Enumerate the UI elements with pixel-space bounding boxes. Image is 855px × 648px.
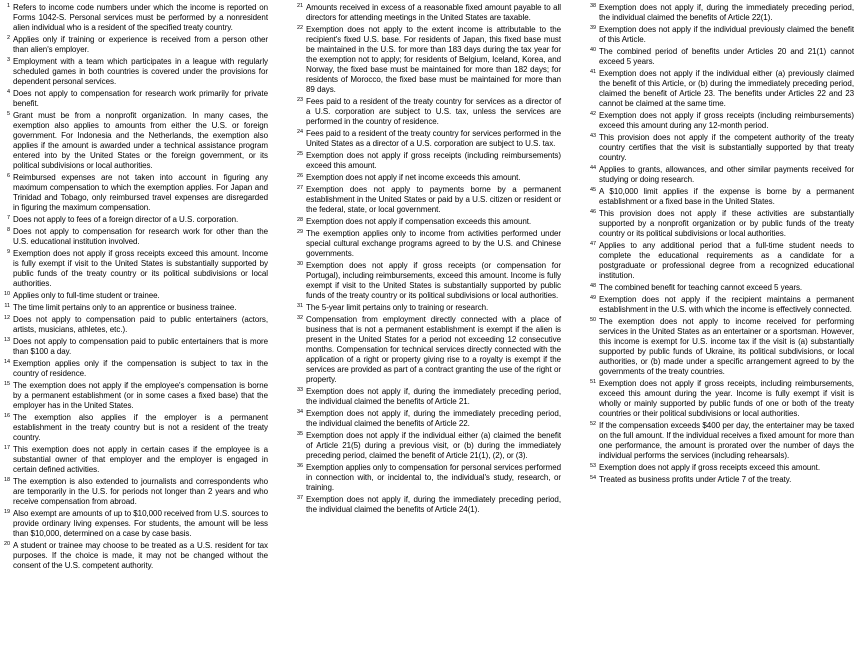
footnote-number: 7 [6,215,10,221]
footnote-item-24 [295,129,561,149]
footnote-number: 46 [589,209,596,215]
footnote-number: 39 [589,25,596,31]
footnote-item-54 [588,475,854,485]
footnote-number: 48 [589,283,596,289]
footnote-number: 36 [296,463,303,469]
footnote-item-22 [295,25,561,95]
footnote-item-32 [295,315,561,385]
footnote-text: A student or trainee may choose to be treated as a U.S. resident for tax purposes. If the choice is made, it may not be changed without the consent of the U.S. competent authority. [13,541,268,570]
footnote-item-40 [588,47,854,67]
footnote-text: Employment with a team which participates in a league with regularly scheduled games in both countries is covered under the provisions for dependent personal services. [13,57,268,86]
footnote-number: 53 [589,463,596,469]
footnote-item-46 [588,209,854,239]
footnote-item-47 [588,241,854,281]
footnote-item-31 [295,303,561,313]
footnote-number: 14 [3,359,10,365]
footnote-text: Exemption applies only if the compensation is subject to tax in the country of residence. [13,359,268,378]
footnote-item-37 [295,495,561,515]
footnote-text: The combined period of benefits under Articles 20 and 21(1) cannot exceed 5 years. [599,47,854,66]
footnote-item-30 [295,261,561,301]
footnote-item-25 [295,151,561,171]
footnote-item-17 [2,445,268,475]
footnote-text: Exemption does not apply if gross receipts (including reimbursements) exceed this amount during any 12-month period. [599,111,854,130]
footnote-number: 22 [296,25,303,31]
footnote-text: Exemption does not apply if, during the immediately preceding period, the individual claimed the benefits of Article 24(1). [306,495,561,514]
footnote-number: 10 [3,291,10,297]
footnote-number: 49 [589,295,596,301]
footnote-item-50 [588,317,854,377]
footnote-number: 37 [296,495,303,501]
footnote-number: 9 [6,249,10,255]
footnote-text: Exemption does not apply if, during the immediately preceding period, the individual claimed the benefits of Article 21. [306,387,561,406]
footnote-text: This provision does not apply if these activities are substantially supported by a nonprofit organization or by public funds of the treaty country or its political subdivisions or local authorities. [599,209,854,238]
footnote-item-33 [295,387,561,407]
footnote-item-16 [2,413,268,443]
footnote-item-39 [588,25,854,45]
footnote-item-51 [588,379,854,419]
footnote-number: 18 [3,477,10,483]
footnote-item-4 [2,89,268,109]
footnote-text: Exemption does not apply if the recipient maintains a permanent establishment in the U.S. with which the income is effectively connected. [599,295,854,314]
footnote-text: Applies to any additional period that a full-time student needs to complete the educational requirements as a candidate for a postgraduate or professional degree from a recognized educational institution. [599,241,854,280]
footnote-number: 54 [589,475,596,481]
footnote-item-21 [295,3,561,23]
footnote-number: 31 [296,303,303,309]
footnote-text: Fees paid to a resident of the treaty country for services as a director of a U.S. corporation are subject to U.S. tax, unless the services are performed in the country of residence. [306,97,561,126]
footnote-text: Exemption does not apply if the individual either (a) previously claimed the benefit of this Article, or (b) during the immediately preceding period, claimed the benefit of Article 23. The benefits under Articles 22 and 23 cannot be claimed at the same time. [599,69,854,108]
footnote-number: 24 [296,129,303,135]
footnote-text: The 5-year limit pertains only to training or research. [306,303,489,312]
footnote-column-2 [295,3,561,648]
footnote-text: Does not apply to compensation for research work primarily for private benefit. [13,89,268,108]
footnote-text: Grant must be from a nonprofit organization. In many cases, the exemption also applies to amounts from either the U.S. or foreign government. For Indonesia and the Netherlands, the exemption also applies if the amount is awarded under a technical assistance program entered into by the United States or the foreign government, or its political subdivisions or local authorities. [13,111,268,170]
footnote-text: Treated as business profits under Article 7 of the treaty. [599,475,792,484]
footnote-text: Does not apply to compensation paid to public entertainers (actors, artists, musicians, athletes, etc.). [13,315,268,334]
footnote-text: The time limit pertains only to an apprentice or business trainee. [13,303,237,312]
footnote-item-28 [295,217,561,227]
footnote-text: The combined benefit for teaching cannot exceed 5 years. [599,283,803,292]
footnote-text: Applies only if training or experience is received from a person other than alien's employer. [13,35,268,54]
footnote-text: The exemption does not apply if the employee's compensation is borne by a permanent establishment (or in some cases a fixed base) that the employer has in the United States. [13,381,268,410]
footnote-text: Exemption does not apply if, during the immediately preceding period, the individual claimed the benefits of Article 22. [306,409,561,428]
footnote-text: Exemption does not apply if net income exceeds this amount. [306,173,521,182]
footnote-item-5 [2,111,268,171]
footnote-item-27 [295,185,561,215]
footnote-number: 6 [6,173,10,179]
footnote-number: 21 [296,3,303,9]
footnote-item-49 [588,295,854,315]
footnote-item-13 [2,337,268,357]
footnote-number: 26 [296,173,303,179]
footnote-number: 1 [6,3,10,9]
footnote-text: Does not apply to compensation for research work for other than the U.S. educational institution involved. [13,227,268,246]
footnote-item-14 [2,359,268,379]
footnote-text: Exemption does not apply if the individual previously claimed the benefit of this Article. [599,25,854,44]
footnote-text: Reimbursed expenses are not taken into account in figuring any maximum compensation to which the exemption applies. For Japan and Trinidad and Tobago, only reimbursed travel expenses are disregarded in figuring the maximum compensation. [13,173,268,212]
footnote-text: Exemption does not apply if, during the immediately preceding period, the individual claimed the benefits of Article 22(1). [599,3,854,22]
footnote-text: A $10,000 limit applies if the expense is borne by a permanent establishment or a fixed base in the United States. [599,187,854,206]
footnote-number: 12 [3,315,10,321]
footnote-item-2 [2,35,268,55]
footnote-text: The exemption applies only to income from activities performed under special cultural exchange programs agreed to by the U.S. and Chinese governments. [306,229,561,258]
footnote-number: 11 [4,303,10,309]
footnote-number: 30 [296,261,303,267]
footnote-number: 15 [3,381,10,387]
footnote-text: Exemption does not apply to payments borne by a permanent establishment in the United States or paid by a U.S. citizen or resident or the federal, state, or local government. [306,185,561,214]
footnote-text: The exemption is also extended to journalists and correspondents who are temporarily in the U.S. for periods not longer than 2 years and who receive compensation from abroad. [13,477,268,506]
footnote-number: 47 [589,241,596,247]
footnote-item-48 [588,283,854,293]
footnote-number: 38 [589,3,596,9]
footnote-number: 33 [296,387,303,393]
footnote-item-10 [2,291,268,301]
footnote-item-29 [295,229,561,259]
footnote-text: This exemption does not apply in certain cases if the employee is a substantial owner of that employer and the employer is engaged in certain defined activities. [13,445,268,474]
footnote-item-42 [588,111,854,131]
footnote-number: 42 [589,111,596,117]
footnote-text: Refers to income code numbers under which the income is reported on Forms 1042-S. Personal services must be performed by a nonresident alien individual who is a resident of the specified treaty country. [13,3,268,32]
footnote-item-43 [588,133,854,163]
footnote-text: Amounts received in excess of a reasonable fixed amount payable to all directors for attending meetings in the United States are taxable. [306,3,561,22]
footnote-number: 50 [589,317,596,323]
footnote-text: Exemption does not apply if gross receipts, including reimbursements, exceed this amount during the year. Income is fully exempt if visit is wholly or mainly supported by public funds of one or both of the treaty countries or their political subdivisions or local authorities. [599,379,854,418]
footnote-number: 19 [3,509,10,515]
footnote-number: 20 [3,541,10,547]
footnote-number: 40 [589,47,596,53]
footnote-number: 16 [3,413,10,419]
footnote-number: 34 [296,409,303,415]
footnote-item-9 [2,249,268,289]
footnote-item-53 [588,463,854,473]
footnote-item-11 [2,303,268,313]
footnote-text: Also exempt are amounts of up to $10,000 received from U.S. sources to provide ordinary living expenses. For students, the amount will be less than $10,000, determined on a case by case basis. [13,509,268,538]
footnote-item-36 [295,463,561,493]
footnote-item-19 [2,509,268,539]
footnote-number: 5 [6,111,10,117]
footnote-item-45 [588,187,854,207]
footnote-number: 25 [296,151,303,157]
footnote-item-6 [2,173,268,213]
footnote-number: 41 [589,69,596,75]
footnote-text: Applies to grants, allowances, and other similar payments received for studying or doing research. [599,165,854,184]
footnote-item-38 [588,3,854,23]
footnote-text: Exemption does not apply if gross receipts exceed this amount. [599,463,821,472]
footnote-number: 3 [6,57,10,63]
footnote-number: 8 [6,227,10,233]
footnote-text: Exemption does not apply if gross receipts exceed this amount. Income is fully exempt if visit to the United States is substantially supported by public funds of the treaty country or its political subdivisions or local authorities. [13,249,268,288]
footnote-item-41 [588,69,854,109]
footnote-number: 44 [589,165,596,171]
footnote-item-44 [588,165,854,185]
footnote-text: Compensation from employment directly connected with a place of business that is not a permanent establishment is exempt if the alien is present in the United States for a period not exceeding 12 consecutive months. Compensation for technical services directly connected with the application of a right or property giving rise to a royalty is exempt if the services are provided as part of a contract granting the use of the right or property. [306,315,561,384]
footnote-item-34 [295,409,561,429]
footnote-text: This provision does not apply if the competent authority of the treaty country certifies that the visit is substantially supported by that treaty country. [599,133,854,162]
footnote-number: 23 [296,97,303,103]
footnote-text: The exemption also applies if the employer is a permanent establishment in the treaty country but is not a resident of the treaty country. [13,413,268,442]
footnote-text: If the compensation exceeds $400 per day, the entertainer may be taxed on the full amount. If the individual receives a fixed amount for more than one performance, the amount is prorated over the number of days the individual performs the services (including rehearsals). [599,421,854,460]
footnote-number: 35 [296,431,303,437]
footnote-number: 29 [296,229,303,235]
footnote-column-3 [588,3,854,648]
footnote-item-3 [2,57,268,87]
footnote-text: The exemption does not apply to income received for performing services in the United States as an entertainer or a sportsman. However, this income is exempt for U.S. income tax if the visit is (a) substantially supported by public funds of Ukraine, its political subdivisions, or local authorities, or (b) made under a specific arrangement agreed to by the governments of the treaty countries. [599,317,854,376]
footnote-item-8 [2,227,268,247]
footnote-text: Exemption applies only to compensation for personal services performed in connection with, or incidental to, the individual's study, research, or training. [306,463,561,492]
footnote-number: 27 [296,185,303,191]
footnote-item-20 [2,541,268,571]
footnote-item-23 [295,97,561,127]
footnote-item-12 [2,315,268,335]
footnote-text: Exemption does not apply if the individual either (a) claimed the benefit of Article 21(5) during a previous visit, or (b) during the immediately preceding period, claimed the benefit of Article 21(1), (2), or (3). [306,431,561,460]
footnote-number: 45 [589,187,596,193]
footnote-text: Applies only to full-time student or trainee. [13,291,160,300]
footnote-text: Fees paid to a resident of the treaty country for services performed in the United States as a director of a U.S. corporation are subject to U.S. tax. [306,129,561,148]
footnote-number: 4 [6,89,10,95]
footnote-item-1 [2,3,268,33]
footnote-text: Does not apply to compensation paid to public entertainers that is more than $100 a day. [13,337,268,356]
footnote-text: Exemption does not apply to the extent income is attributable to the recipient's fixed U.S. base. For residents of Japan, this fixed base must be maintained in the U.S. for more than 183 days during the tax year for the exemption not to apply; for residents of Belgium, Iceland, Korea, and Norway, the fixed base must be maintained for more than 182 days; for residents of Morocco, the fixed base must be maintained for more than 89 days. [306,25,561,94]
footnote-item-18 [2,477,268,507]
footnote-item-35 [295,431,561,461]
footnote-item-15 [2,381,268,411]
footnote-text: Exemption does not apply if gross receipts (including reimbursements) exceed this amount. [306,151,561,170]
footnote-text: Exemption does not apply if gross receipts (or compensation for Portugal), including reimbursements, exceed this amount. Income is fully exempt if visit to the United States is substantially supported by public funds of the treaty country or its political subdivisions or local authorities. [306,261,561,300]
footnote-item-7 [2,215,268,225]
footnote-number: 43 [589,133,596,139]
footnote-column-1 [2,3,268,648]
footnote-text: Does not apply to fees of a foreign director of a U.S. corporation. [13,215,239,224]
footnote-number: 28 [296,217,303,223]
footnote-number: 32 [296,315,303,321]
footnote-number: 2 [6,35,10,41]
footnote-number: 52 [589,421,596,427]
footnote-number: 51 [589,379,596,385]
footnote-number: 13 [3,337,10,343]
footnote-item-26 [295,173,561,183]
footnote-number: 17 [3,445,10,451]
footnote-text: Exemption does not apply if compensation exceeds this amount. [306,217,532,226]
footnote-item-52 [588,421,854,461]
